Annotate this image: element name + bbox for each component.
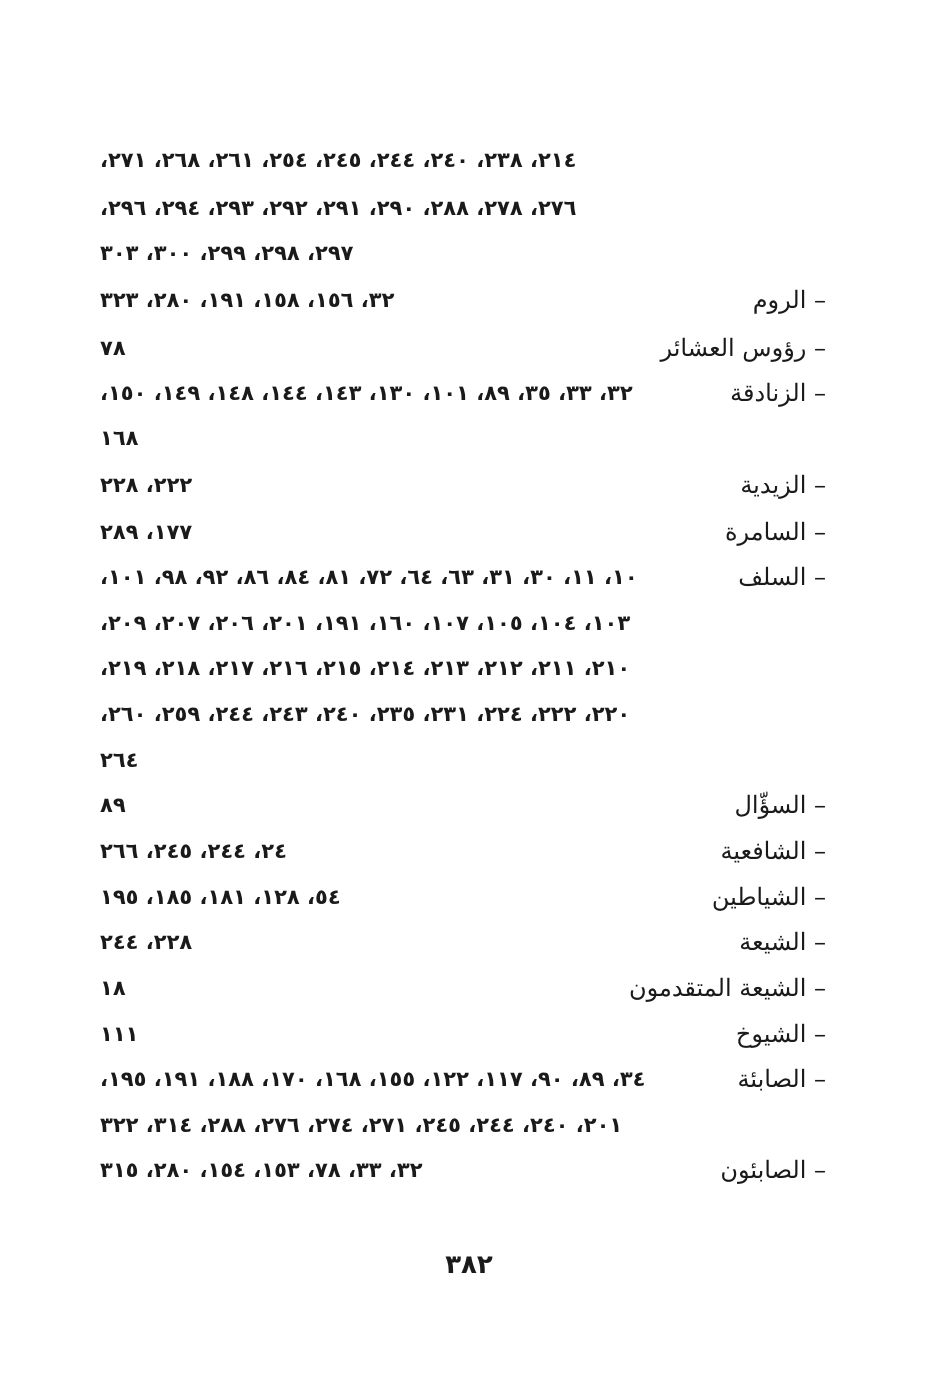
index-page-refs: ٣٢، ٣٣، ٧٨، ١٥٣، ١٥٤، ٢٨٠، ٣١٥ — [100, 1158, 423, 1182]
index-page-refs: ٧٨ — [100, 336, 126, 360]
index-term: – الزيدية — [740, 471, 826, 499]
index-term: – السامرة — [724, 518, 826, 546]
index-term: – الشيوخ — [735, 1020, 826, 1048]
index-page-refs: ١٧٧، ٢٨٩ — [100, 520, 193, 544]
index-term: – الشافعية — [720, 837, 826, 865]
index-term: – الزنادقة — [730, 379, 826, 407]
index-term: – الصابئة — [737, 1065, 826, 1093]
index-page-refs: ١١١ — [100, 1022, 139, 1046]
index-page-refs: ٢٤، ٢٤٤، ٢٤٥، ٢٦٦ — [100, 839, 287, 863]
index-term: – السلف — [738, 563, 826, 591]
index-page-refs: ٢٢٠، ٢٢٢، ٢٢٤، ٢٣١، ٢٣٥، ٢٤٠، ٢٤٣، ٢٤٤، ٢٥٩، ٢٦٠، — [100, 702, 631, 726]
index-term: – الشيعة — [739, 928, 826, 956]
index-page-refs: ٢٠١، ٢٤٠، ٢٤٤، ٢٤٥، ٢٧١، ٢٧٤، ٢٧٦، ٢٨٨، ٣١٤، ٣٢٢ — [100, 1113, 623, 1137]
index-page-refs: ٨٩ — [100, 793, 126, 817]
index-page-refs: ٢٢٨، ٢٤٤ — [100, 930, 193, 954]
index-page-refs: ١٠، ١١، ٣٠، ٣١، ٦٣، ٦٤، ٧٢، ٨١، ٨٤، ٨٦، ٩٢، ٩٨، ١٠١، — [100, 565, 638, 589]
index-term: – الصابئون — [720, 1156, 826, 1184]
index-page-refs: ٣٢، ١٥٦، ١٥٨، ١٩١، ٢٨٠، ٣٢٣ — [100, 288, 395, 312]
index-page-refs: ١٠٣، ١٠٤، ١٠٥، ١٠٧، ١٦٠، ١٩١، ٢٠١، ٢٠٦، ٢٠٧، ٢٠٩، — [100, 611, 631, 635]
index-term: – السؤّال — [734, 791, 826, 819]
index-page-refs: ٣٢، ٣٣، ٣٥، ٨٩، ١٠١، ١٣٠، ١٤٣، ١٤٤، ١٤٨، ١٤٩، ١٥٠، — [100, 381, 633, 405]
index-page-refs: ٢١٠، ٢١١، ٢١٢، ٢١٣، ٢١٤، ٢١٥، ٢١٦، ٢١٧، ٢١٨، ٢١٩، — [100, 656, 631, 680]
index-page-refs: ١٦٨ — [100, 426, 139, 450]
index-page-refs: ٣٤، ٨٩، ٩٠، ١١٧، ١٢٢، ١٥٥، ١٦٨، ١٧٠، ١٨٨، ١٩١، ١٩٥، — [100, 1067, 646, 1091]
index-term: – رؤوس العشائر — [660, 334, 826, 362]
index-page-refs: ٢٩٧، ٢٩٨، ٢٩٩، ٣٠٠، ٣٠٣ — [100, 241, 354, 265]
index-term: – الشيعة المتقدمون — [628, 974, 826, 1002]
index-page-refs: ٢٧٦، ٢٧٨، ٢٨٨، ٢٩٠، ٢٩١، ٢٩٢، ٢٩٣، ٢٩٤، ٢٩٦، — [100, 196, 577, 220]
index-page-refs: ١٨ — [100, 976, 126, 1000]
index-page-refs: ٢٦٤ — [100, 748, 139, 772]
index-page-refs: ٥٤، ١٢٨، ١٨١، ١٨٥، ١٩٥ — [100, 885, 341, 909]
index-term: – الروم — [752, 286, 826, 314]
page-number: ٣٨٢ — [445, 1250, 493, 1280]
index-page-refs: ٢٢٢، ٢٢٨ — [100, 473, 193, 497]
index-term: – الشياطين — [711, 883, 826, 911]
index-page-refs: ٢١٤، ٢٣٨، ٢٤٠، ٢٤٤، ٢٤٥، ٢٥٤، ٢٦١، ٢٦٨، ٢٧١، — [100, 148, 577, 172]
